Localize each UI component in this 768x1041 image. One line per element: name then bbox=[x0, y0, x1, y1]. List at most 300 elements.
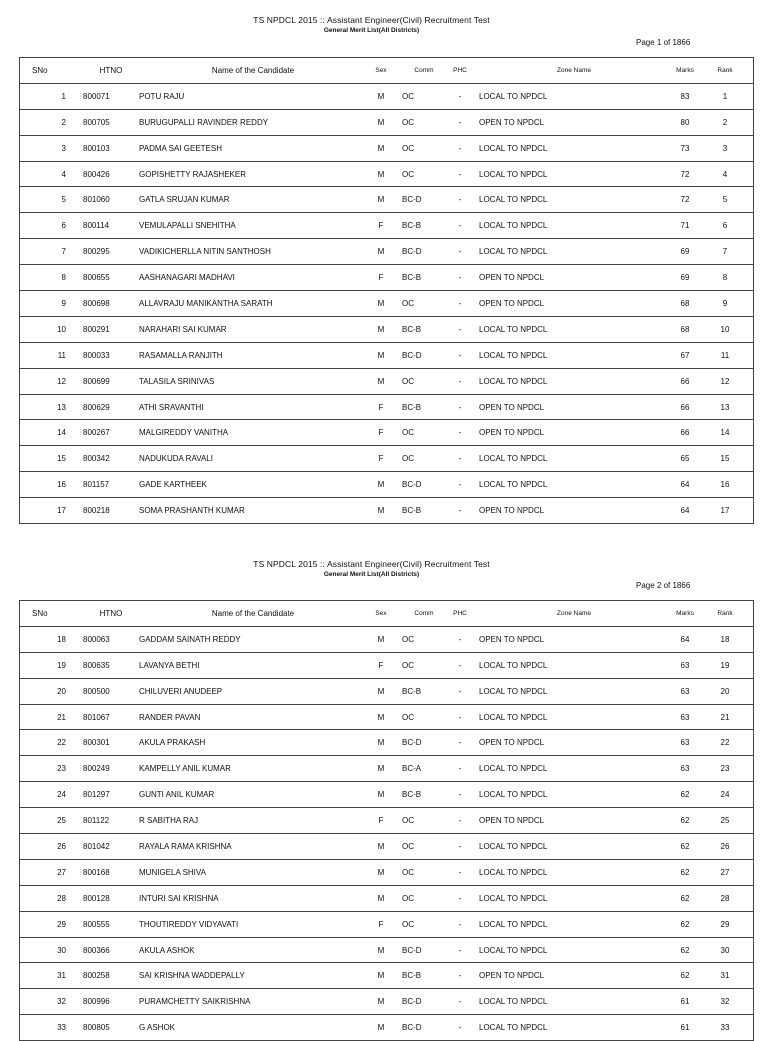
zone-cell: LOCAL TO NPDCL bbox=[474, 756, 669, 782]
candidate-name-cell: GATLA SRUJAN KUMAR bbox=[139, 187, 367, 213]
marks-cell: 72 bbox=[669, 161, 701, 187]
marks-cell: 63 bbox=[669, 756, 701, 782]
marks-cell: 66 bbox=[669, 420, 701, 446]
marks-cell: 62 bbox=[669, 782, 701, 808]
rank-cell: 20 bbox=[701, 678, 754, 704]
candidate-name-cell: BURUGUPALLI RAVINDER REDDY bbox=[139, 109, 367, 135]
phc-cell: - bbox=[446, 937, 474, 963]
zone-cell: OPEN TO NPDCL bbox=[474, 291, 669, 317]
community-cell: BC-B bbox=[395, 678, 446, 704]
phc-cell: - bbox=[446, 213, 474, 239]
sno-cell: 32 bbox=[20, 989, 71, 1015]
page-number: Page 1 of 1866 bbox=[636, 38, 691, 47]
marks-cell: 61 bbox=[669, 989, 701, 1015]
candidate-name-cell: R SABITHA RAJ bbox=[139, 808, 367, 834]
candidate-name-cell: GOPISHETTY RAJASHEKER bbox=[139, 161, 367, 187]
phc-cell: - bbox=[446, 265, 474, 291]
sno-cell: 18 bbox=[20, 626, 71, 652]
community-cell: OC bbox=[395, 859, 446, 885]
htno-cell: 800249 bbox=[70, 756, 139, 782]
candidate-name-cell: GUNTI ANIL KUMAR bbox=[139, 782, 367, 808]
zone-cell: LOCAL TO NPDCL bbox=[474, 704, 669, 730]
table-header-row bbox=[20, 601, 754, 627]
sno-cell: 25 bbox=[20, 808, 71, 834]
rank-cell: 15 bbox=[701, 446, 754, 472]
merit-table bbox=[19, 57, 754, 524]
sno-cell: 14 bbox=[20, 420, 71, 446]
community-cell: BC-D bbox=[395, 342, 446, 368]
marks-cell: 68 bbox=[669, 316, 701, 342]
sno-cell: 10 bbox=[20, 316, 71, 342]
htno-cell: 801067 bbox=[70, 704, 139, 730]
table-row bbox=[20, 730, 754, 756]
htno-cell: 800033 bbox=[70, 342, 139, 368]
sno-cell: 8 bbox=[20, 265, 71, 291]
htno-cell: 800805 bbox=[70, 1015, 139, 1041]
sex-cell: F bbox=[367, 446, 395, 472]
sex-cell: M bbox=[367, 989, 395, 1015]
phc-cell: - bbox=[446, 989, 474, 1015]
zone-cell: OPEN TO NPDCL bbox=[474, 963, 669, 989]
marks-cell: 61 bbox=[669, 1015, 701, 1041]
htno-cell: 800063 bbox=[70, 626, 139, 652]
rank-cell: 8 bbox=[701, 265, 754, 291]
candidate-name-cell: SOMA PRASHANTH KUMAR bbox=[139, 498, 367, 524]
sex-cell: F bbox=[367, 394, 395, 420]
table-row bbox=[20, 135, 754, 161]
rank-cell: 31 bbox=[701, 963, 754, 989]
zone-cell: OPEN TO NPDCL bbox=[474, 420, 669, 446]
htno-cell: 801297 bbox=[70, 782, 139, 808]
table-row bbox=[20, 834, 754, 860]
sno-cell: 27 bbox=[20, 859, 71, 885]
column-header-sex: Sex bbox=[367, 601, 395, 627]
zone-cell: LOCAL TO NPDCL bbox=[474, 885, 669, 911]
marks-cell: 62 bbox=[669, 834, 701, 860]
column-header-rank: Rank bbox=[701, 601, 754, 627]
phc-cell: - bbox=[446, 394, 474, 420]
community-cell: BC-A bbox=[395, 756, 446, 782]
community-cell: BC-D bbox=[395, 239, 446, 265]
rank-cell: 1 bbox=[701, 83, 754, 109]
rank-cell: 16 bbox=[701, 472, 754, 498]
htno-cell: 800295 bbox=[70, 239, 139, 265]
community-cell: BC-B bbox=[395, 316, 446, 342]
community-cell: BC-D bbox=[395, 730, 446, 756]
sex-cell: M bbox=[367, 187, 395, 213]
rank-cell: 23 bbox=[701, 756, 754, 782]
sex-cell: M bbox=[367, 161, 395, 187]
rank-cell: 4 bbox=[701, 161, 754, 187]
community-cell: OC bbox=[395, 291, 446, 317]
community-cell: BC-B bbox=[395, 963, 446, 989]
sno-cell: 22 bbox=[20, 730, 71, 756]
htno-cell: 800218 bbox=[70, 498, 139, 524]
sno-cell: 5 bbox=[20, 187, 71, 213]
candidate-name-cell: TALASILA SRINIVAS bbox=[139, 368, 367, 394]
sno-cell: 26 bbox=[20, 834, 71, 860]
sex-cell: M bbox=[367, 885, 395, 911]
htno-cell: 801157 bbox=[70, 472, 139, 498]
candidate-name-cell: PURAMCHETTY SAIKRISHNA bbox=[139, 989, 367, 1015]
table-row bbox=[20, 83, 754, 109]
community-cell: BC-B bbox=[395, 498, 446, 524]
phc-cell: - bbox=[446, 885, 474, 911]
marks-cell: 71 bbox=[669, 213, 701, 239]
zone-cell: LOCAL TO NPDCL bbox=[474, 187, 669, 213]
marks-cell: 72 bbox=[669, 187, 701, 213]
community-cell: OC bbox=[395, 626, 446, 652]
htno-cell: 800996 bbox=[70, 989, 139, 1015]
phc-cell: - bbox=[446, 135, 474, 161]
phc-cell: - bbox=[446, 859, 474, 885]
sex-cell: F bbox=[367, 808, 395, 834]
sex-cell: M bbox=[367, 291, 395, 317]
htno-cell: 800426 bbox=[70, 161, 139, 187]
candidate-name-cell: RAYALA RAMA KRISHNA bbox=[139, 834, 367, 860]
phc-cell: - bbox=[446, 187, 474, 213]
table-row bbox=[20, 446, 754, 472]
zone-cell: OPEN TO NPDCL bbox=[474, 394, 669, 420]
table-row bbox=[20, 859, 754, 885]
phc-cell: - bbox=[446, 239, 474, 265]
htno-cell: 800071 bbox=[70, 83, 139, 109]
table-row bbox=[20, 161, 754, 187]
htno-cell: 800655 bbox=[70, 265, 139, 291]
marks-cell: 66 bbox=[669, 394, 701, 420]
htno-cell: 800698 bbox=[70, 291, 139, 317]
community-cell: BC-D bbox=[395, 989, 446, 1015]
column-header-htno: HTNO bbox=[70, 58, 139, 84]
rank-cell: 26 bbox=[701, 834, 754, 860]
candidate-name-cell: AKULA ASHOK bbox=[139, 937, 367, 963]
table-row bbox=[20, 652, 754, 678]
rank-cell: 11 bbox=[701, 342, 754, 368]
column-header-zone: Zone Name bbox=[474, 601, 669, 627]
zone-cell: OPEN TO NPDCL bbox=[474, 730, 669, 756]
rank-cell: 2 bbox=[701, 109, 754, 135]
table-row bbox=[20, 394, 754, 420]
community-cell: OC bbox=[395, 911, 446, 937]
marks-cell: 64 bbox=[669, 626, 701, 652]
community-cell: BC-B bbox=[395, 213, 446, 239]
phc-cell: - bbox=[446, 963, 474, 989]
candidate-name-cell: G ASHOK bbox=[139, 1015, 367, 1041]
table-row bbox=[20, 420, 754, 446]
rank-cell: 19 bbox=[701, 652, 754, 678]
table-row bbox=[20, 626, 754, 652]
candidate-name-cell: SAI KRISHNA WADDEPALLY bbox=[139, 963, 367, 989]
rank-cell: 10 bbox=[701, 316, 754, 342]
sno-cell: 2 bbox=[20, 109, 71, 135]
sno-cell: 28 bbox=[20, 885, 71, 911]
zone-cell: LOCAL TO NPDCL bbox=[474, 911, 669, 937]
table-row bbox=[20, 782, 754, 808]
sex-cell: M bbox=[367, 704, 395, 730]
sex-cell: M bbox=[367, 730, 395, 756]
htno-cell: 801060 bbox=[70, 187, 139, 213]
marks-cell: 62 bbox=[669, 911, 701, 937]
table-header-row bbox=[20, 58, 754, 84]
sex-cell: F bbox=[367, 911, 395, 937]
column-header-name: Name of the Candidate bbox=[139, 601, 367, 627]
table-row bbox=[20, 316, 754, 342]
candidate-name-cell: KAMPELLY ANIL KUMAR bbox=[139, 756, 367, 782]
candidate-name-cell: VADIKICHERLLA NITIN SANTHOSH bbox=[139, 239, 367, 265]
rank-cell: 24 bbox=[701, 782, 754, 808]
rank-cell: 9 bbox=[701, 291, 754, 317]
zone-cell: OPEN TO NPDCL bbox=[474, 498, 669, 524]
htno-cell: 800128 bbox=[70, 885, 139, 911]
community-cell: BC-B bbox=[395, 782, 446, 808]
table-row bbox=[20, 989, 754, 1015]
marks-cell: 63 bbox=[669, 730, 701, 756]
phc-cell: - bbox=[446, 756, 474, 782]
table-row bbox=[20, 472, 754, 498]
zone-cell: LOCAL TO NPDCL bbox=[474, 989, 669, 1015]
htno-cell: 800258 bbox=[70, 963, 139, 989]
sex-cell: M bbox=[367, 368, 395, 394]
table-row bbox=[20, 963, 754, 989]
candidate-name-cell: GADDAM SAINATH REDDY bbox=[139, 626, 367, 652]
candidate-name-cell: AASHANAGARI MADHAVI bbox=[139, 265, 367, 291]
htno-cell: 800555 bbox=[70, 911, 139, 937]
zone-cell: LOCAL TO NPDCL bbox=[474, 834, 669, 860]
sno-cell: 16 bbox=[20, 472, 71, 498]
phc-cell: - bbox=[446, 83, 474, 109]
column-header-phc: PHC bbox=[446, 58, 474, 84]
column-header-marks: Marks bbox=[669, 601, 701, 627]
table-row bbox=[20, 937, 754, 963]
sex-cell: M bbox=[367, 937, 395, 963]
table-row bbox=[20, 1015, 754, 1041]
community-cell: OC bbox=[395, 420, 446, 446]
zone-cell: LOCAL TO NPDCL bbox=[474, 652, 669, 678]
zone-cell: OPEN TO NPDCL bbox=[474, 265, 669, 291]
community-cell: OC bbox=[395, 368, 446, 394]
htno-cell: 800291 bbox=[70, 316, 139, 342]
phc-cell: - bbox=[446, 498, 474, 524]
community-cell: OC bbox=[395, 446, 446, 472]
marks-cell: 63 bbox=[669, 678, 701, 704]
candidate-name-cell: NADUKUDA RAVALI bbox=[139, 446, 367, 472]
phc-cell: - bbox=[446, 109, 474, 135]
community-cell: OC bbox=[395, 834, 446, 860]
marks-cell: 63 bbox=[669, 652, 701, 678]
community-cell: OC bbox=[395, 135, 446, 161]
candidate-name-cell: AKULA PRAKASH bbox=[139, 730, 367, 756]
page-subtitle: General Merit List(All Districts) bbox=[323, 27, 420, 34]
candidate-name-cell: ALLAVRAJU MANIKANTHA SARATH bbox=[139, 291, 367, 317]
htno-cell: 800366 bbox=[70, 937, 139, 963]
htno-cell: 800114 bbox=[70, 213, 139, 239]
sno-cell: 11 bbox=[20, 342, 71, 368]
sno-cell: 6 bbox=[20, 213, 71, 239]
sno-cell: 24 bbox=[20, 782, 71, 808]
zone-cell: LOCAL TO NPDCL bbox=[474, 316, 669, 342]
sex-cell: M bbox=[367, 963, 395, 989]
community-cell: OC bbox=[395, 161, 446, 187]
sno-cell: 19 bbox=[20, 652, 71, 678]
zone-cell: LOCAL TO NPDCL bbox=[474, 342, 669, 368]
rank-cell: 30 bbox=[701, 937, 754, 963]
table-row bbox=[20, 187, 754, 213]
sex-cell: M bbox=[367, 83, 395, 109]
table-row bbox=[20, 704, 754, 730]
sno-cell: 13 bbox=[20, 394, 71, 420]
htno-cell: 800267 bbox=[70, 420, 139, 446]
sno-cell: 23 bbox=[20, 756, 71, 782]
community-cell: BC-D bbox=[395, 472, 446, 498]
htno-cell: 800705 bbox=[70, 109, 139, 135]
sex-cell: M bbox=[367, 109, 395, 135]
rank-cell: 28 bbox=[701, 885, 754, 911]
community-cell: OC bbox=[395, 83, 446, 109]
table-row bbox=[20, 368, 754, 394]
sno-cell: 17 bbox=[20, 498, 71, 524]
htno-cell: 800103 bbox=[70, 135, 139, 161]
htno-cell: 801122 bbox=[70, 808, 139, 834]
rank-cell: 17 bbox=[701, 498, 754, 524]
phc-cell: - bbox=[446, 1015, 474, 1041]
table-row bbox=[20, 265, 754, 291]
sex-cell: F bbox=[367, 652, 395, 678]
column-header-sex: Sex bbox=[367, 58, 395, 84]
marks-cell: 62 bbox=[669, 885, 701, 911]
candidate-name-cell: NARAHARI SAI KUMAR bbox=[139, 316, 367, 342]
phc-cell: - bbox=[446, 626, 474, 652]
community-cell: BC-D bbox=[395, 937, 446, 963]
sno-cell: 33 bbox=[20, 1015, 71, 1041]
marks-cell: 63 bbox=[669, 704, 701, 730]
phc-cell: - bbox=[446, 911, 474, 937]
marks-cell: 83 bbox=[669, 83, 701, 109]
sno-cell: 4 bbox=[20, 161, 71, 187]
phc-cell: - bbox=[446, 730, 474, 756]
rank-cell: 27 bbox=[701, 859, 754, 885]
sex-cell: F bbox=[367, 265, 395, 291]
sno-cell: 21 bbox=[20, 704, 71, 730]
htno-cell: 801042 bbox=[70, 834, 139, 860]
htno-cell: 800168 bbox=[70, 859, 139, 885]
candidate-name-cell: RASAMALLA RANJITH bbox=[139, 342, 367, 368]
candidate-name-cell: VEMULAPALLI SNEHITHA bbox=[139, 213, 367, 239]
sex-cell: M bbox=[367, 834, 395, 860]
zone-cell: LOCAL TO NPDCL bbox=[474, 446, 669, 472]
table-row bbox=[20, 885, 754, 911]
rank-cell: 32 bbox=[701, 989, 754, 1015]
sex-cell: M bbox=[367, 472, 395, 498]
candidate-name-cell: MUNIGELA SHIVA bbox=[139, 859, 367, 885]
table-row bbox=[20, 291, 754, 317]
column-header-sno: SNo bbox=[20, 601, 71, 627]
sex-cell: M bbox=[367, 1015, 395, 1041]
zone-cell: LOCAL TO NPDCL bbox=[474, 472, 669, 498]
phc-cell: - bbox=[446, 316, 474, 342]
phc-cell: - bbox=[446, 446, 474, 472]
merit-table bbox=[19, 600, 754, 1041]
zone-cell: OPEN TO NPDCL bbox=[474, 626, 669, 652]
rank-cell: 22 bbox=[701, 730, 754, 756]
sex-cell: M bbox=[367, 859, 395, 885]
zone-cell: LOCAL TO NPDCL bbox=[474, 239, 669, 265]
sex-cell: M bbox=[367, 782, 395, 808]
sex-cell: M bbox=[367, 135, 395, 161]
rank-cell: 21 bbox=[701, 704, 754, 730]
phc-cell: - bbox=[446, 652, 474, 678]
htno-cell: 800629 bbox=[70, 394, 139, 420]
rank-cell: 14 bbox=[701, 420, 754, 446]
rank-cell: 18 bbox=[701, 626, 754, 652]
marks-cell: 80 bbox=[669, 109, 701, 135]
marks-cell: 73 bbox=[669, 135, 701, 161]
sex-cell: M bbox=[367, 756, 395, 782]
sno-cell: 20 bbox=[20, 678, 71, 704]
table-row bbox=[20, 342, 754, 368]
community-cell: OC bbox=[395, 109, 446, 135]
community-cell: BC-D bbox=[395, 187, 446, 213]
sex-cell: M bbox=[367, 626, 395, 652]
table-row bbox=[20, 109, 754, 135]
candidate-name-cell: INTURI SAI KRISHNA bbox=[139, 885, 367, 911]
column-header-rank: Rank bbox=[701, 58, 754, 84]
table-row bbox=[20, 911, 754, 937]
zone-cell: LOCAL TO NPDCL bbox=[474, 368, 669, 394]
phc-cell: - bbox=[446, 704, 474, 730]
marks-cell: 62 bbox=[669, 963, 701, 989]
column-header-comm: Comm bbox=[395, 58, 446, 84]
column-header-comm: Comm bbox=[395, 601, 446, 627]
sno-cell: 15 bbox=[20, 446, 71, 472]
rank-cell: 33 bbox=[701, 1015, 754, 1041]
phc-cell: - bbox=[446, 834, 474, 860]
marks-cell: 62 bbox=[669, 937, 701, 963]
zone-cell: LOCAL TO NPDCL bbox=[474, 161, 669, 187]
sex-cell: F bbox=[367, 213, 395, 239]
zone-cell: LOCAL TO NPDCL bbox=[474, 135, 669, 161]
candidate-name-cell: LAVANYA BETHI bbox=[139, 652, 367, 678]
marks-cell: 62 bbox=[669, 859, 701, 885]
marks-cell: 65 bbox=[669, 446, 701, 472]
marks-cell: 62 bbox=[669, 808, 701, 834]
htno-cell: 800301 bbox=[70, 730, 139, 756]
marks-cell: 68 bbox=[669, 291, 701, 317]
rank-cell: 25 bbox=[701, 808, 754, 834]
sno-cell: 12 bbox=[20, 368, 71, 394]
zone-cell: LOCAL TO NPDCL bbox=[474, 83, 669, 109]
rank-cell: 29 bbox=[701, 911, 754, 937]
marks-cell: 64 bbox=[669, 472, 701, 498]
phc-cell: - bbox=[446, 161, 474, 187]
column-header-zone: Zone Name bbox=[474, 58, 669, 84]
table-row bbox=[20, 756, 754, 782]
candidate-name-cell: MALGIREDDY VANITHA bbox=[139, 420, 367, 446]
marks-cell: 67 bbox=[669, 342, 701, 368]
zone-cell: LOCAL TO NPDCL bbox=[474, 1015, 669, 1041]
table-row bbox=[20, 498, 754, 524]
community-cell: OC bbox=[395, 704, 446, 730]
sex-cell: M bbox=[367, 239, 395, 265]
table-row bbox=[20, 213, 754, 239]
candidate-name-cell: ATHI SRAVANTHI bbox=[139, 394, 367, 420]
marks-cell: 69 bbox=[669, 265, 701, 291]
phc-cell: - bbox=[446, 420, 474, 446]
sex-cell: M bbox=[367, 498, 395, 524]
rank-cell: 13 bbox=[701, 394, 754, 420]
page-title: TS NPDCL 2015 :: Assistant Engineer(Civil) Recruitment Test bbox=[253, 559, 490, 569]
phc-cell: - bbox=[446, 808, 474, 834]
zone-cell: OPEN TO NPDCL bbox=[474, 109, 669, 135]
